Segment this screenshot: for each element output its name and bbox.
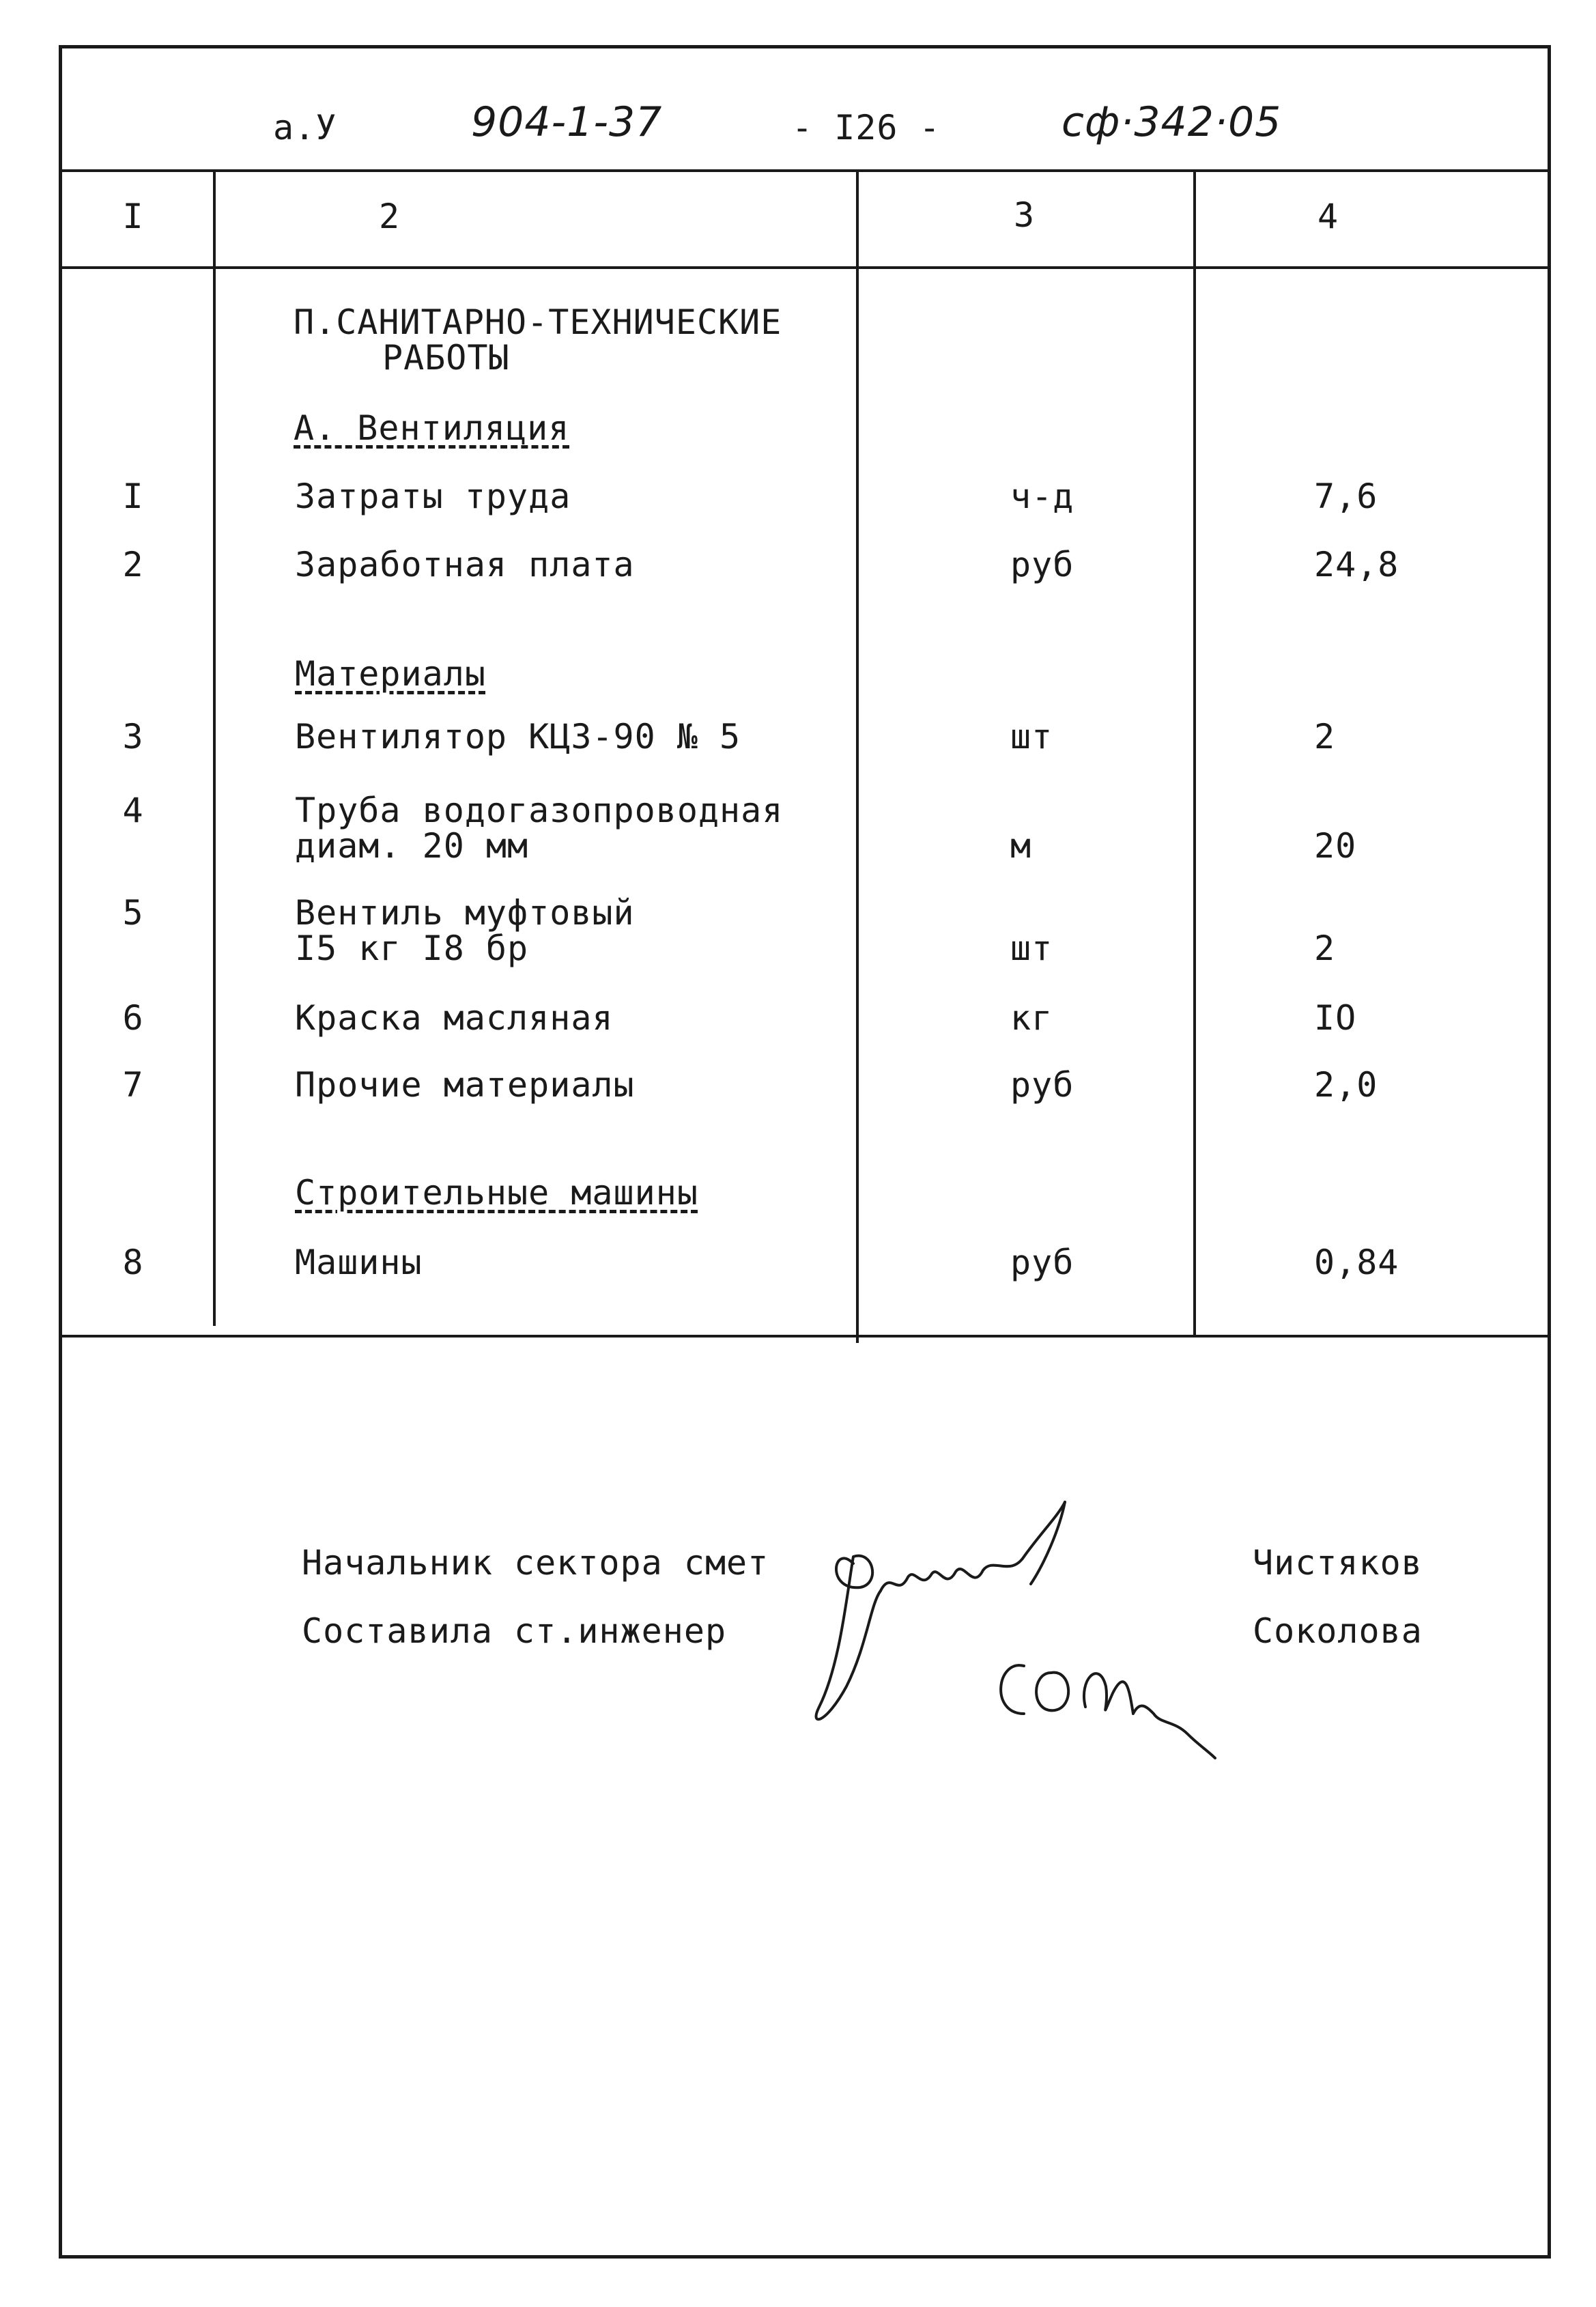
column-divider-2 (856, 172, 859, 1343)
page-number: - I26 - (792, 108, 941, 147)
header-prefix: а.У (273, 108, 337, 147)
row-value: 24,8 (1314, 545, 1399, 584)
row-name: Труба водогазопроводная (295, 791, 784, 830)
column-divider-3 (1193, 172, 1196, 1338)
row-name: Машины (295, 1243, 423, 1282)
archive-code: сф·342·05 (1061, 98, 1282, 146)
row-number: 5 (122, 893, 144, 933)
row-unit: м (1010, 826, 1032, 866)
row-value: 7,6 (1314, 477, 1378, 516)
column-header-rule (59, 266, 1551, 269)
page-frame (59, 45, 1551, 2259)
column-divider-1 (213, 172, 216, 1326)
row-number: 8 (122, 1243, 144, 1282)
row-number: I (122, 477, 144, 516)
row-unit: руб (1010, 1065, 1074, 1105)
table-bottom-rule (59, 1335, 1551, 1338)
column-header-2: 2 (379, 197, 401, 236)
column-header-3: 3 (1014, 195, 1036, 235)
row-number: 7 (122, 1065, 144, 1105)
signature-role: Составила ст.инженер (302, 1611, 727, 1651)
signature-name: Чистяков (1253, 1543, 1423, 1583)
section-title: П.САНИТАРНО-ТЕХНИЧЕСКИЕ (294, 302, 782, 342)
row-unit: руб (1010, 1243, 1074, 1282)
row-name-cont: I5 кг I8 бр (295, 929, 529, 968)
signature-name: Соколова (1253, 1611, 1423, 1651)
row-name-cont: диам. 20 мм (295, 826, 529, 866)
row-number: 3 (122, 717, 144, 756)
row-name: Прочие материалы (295, 1065, 635, 1105)
subsection-title: А. Вентиляция (294, 408, 570, 448)
row-value: 2,0 (1314, 1065, 1378, 1105)
row-unit: ч-д (1010, 477, 1074, 516)
row-number: 6 (122, 998, 144, 1038)
machines-heading: Строительные машины (295, 1173, 698, 1213)
row-name: Вентилятор КЦЗ-90 № 5 (295, 717, 741, 756)
row-name: Краска масляная (295, 998, 614, 1038)
column-header-4: 4 (1317, 197, 1339, 236)
row-value: 0,84 (1314, 1243, 1399, 1282)
project-code: 904-1-37 (471, 98, 663, 146)
row-value: 20 (1314, 826, 1357, 866)
signature-role: Начальник сектора смет (302, 1543, 769, 1583)
row-name: Затраты труда (295, 477, 571, 516)
row-value: IO (1314, 998, 1357, 1038)
row-unit: руб (1010, 545, 1074, 584)
row-unit: кг (1010, 998, 1053, 1038)
materials-heading: Материалы (295, 654, 486, 694)
row-value: 2 (1314, 717, 1336, 756)
row-name: Вентиль муфтовый (295, 893, 635, 933)
row-unit: шт (1010, 929, 1053, 968)
column-header-1: I (122, 197, 144, 236)
row-number: 2 (122, 545, 144, 584)
row-unit: шт (1010, 717, 1053, 756)
row-number: 4 (122, 791, 144, 830)
row-name: Заработная плата (295, 545, 635, 584)
header-rule (59, 169, 1551, 172)
handwritten-signatures (806, 1488, 1229, 1775)
section-title-cont: РАБОТЫ (382, 338, 510, 378)
row-value: 2 (1314, 929, 1336, 968)
